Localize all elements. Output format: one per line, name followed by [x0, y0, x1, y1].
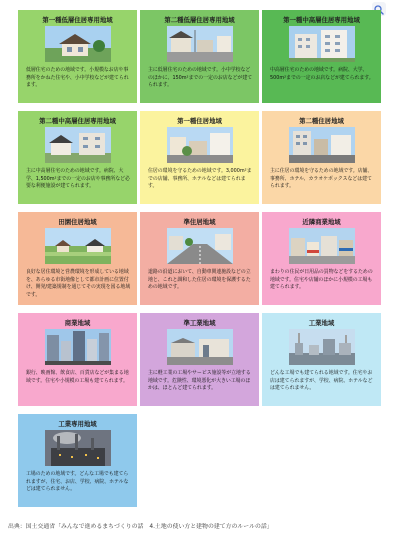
zone-card — [140, 313, 259, 406]
zone-photo — [167, 228, 233, 264]
zone-card — [18, 212, 137, 305]
zone-photo — [45, 127, 111, 163]
zone-photo — [45, 26, 111, 62]
zone-description: 住居の環境を守るための地域です。3,000m²までの店舗、事務所、ホテルなどは建てられます。 — [148, 168, 252, 190]
zone-description: 中高層住宅のための地域です。病院、大学、500m²までの一定のお店などが建てられます。 — [270, 67, 374, 81]
zone-photo — [289, 329, 355, 365]
zone-card — [262, 111, 381, 204]
zone-title: 準工業地域 — [183, 319, 216, 327]
zone-title: 第二種住居地域 — [299, 117, 344, 125]
zone-description: まわりの住民が日用品の買物などをするための地域です。住宅や店舗のほかに小規模の工場も建てられます。 — [270, 269, 373, 291]
zone-description: 低層住宅のための地域です。小規模なお店や事務所をかねた住宅や、小中学校などが建てられます。 — [26, 67, 129, 89]
zone-card — [262, 313, 381, 406]
zone-description: 主に軽工業の工場やサービス施設等が立地する地域です。危険性、環境悪化が大きい工場のほかは、ほとんど建てられます。 — [148, 370, 251, 392]
zone-description: 道路の沿道において、自動車関連施設などの立地と、これと調和した住居の環境を保護するための地域です。 — [148, 269, 251, 291]
source-caption: 出典：国土交通省「みんなで進めるまちづくりの話 4.土地の使い方と建物の建て方のルールの話」 — [8, 524, 273, 530]
zone-photo — [289, 26, 355, 62]
zone-title: 工業専用地域 — [58, 420, 97, 428]
zone-title: 商業地域 — [64, 319, 91, 327]
zone-photo — [167, 26, 233, 62]
zone-title: 第二種低層住居専用地域 — [164, 16, 235, 24]
zone-title: 第一種低層住居専用地域 — [42, 16, 113, 24]
zone-title: 近隣商業地域 — [302, 218, 341, 226]
zone-description: 主に住居の環境を守るための地域です。店舗、事務所、ホテル、カラオケボックスなどは建てられます。 — [270, 168, 373, 190]
zone-title: 第一種住居地域 — [177, 117, 222, 125]
zone-card — [262, 10, 381, 103]
zone-title: 第二種中高層住居専用地域 — [39, 117, 116, 125]
zone-description: 良好な居住環境と営農環境を形成している地域を、あらゆる市街地像として都市計画に位置付け、開発/建築規制を通じてその実現を図る地域です。 — [26, 269, 131, 298]
zone-title: 工業地域 — [308, 319, 335, 327]
zone-photo — [167, 329, 233, 365]
zone-description: どんな工場でも建てられる地域です。住宅やお店は建てられますが、学校、病院、ホテルなどは建てられません。 — [270, 370, 373, 392]
zone-photo — [289, 228, 355, 264]
zone-title: 第一種中高層住居専用地域 — [283, 16, 360, 24]
zone-photo — [45, 228, 111, 264]
zone-description: 銀行、映画館、飲食店、百貨店などが集まる地域です。住宅や小規模の工場も建てられます。 — [26, 370, 129, 384]
zone-photo — [45, 329, 111, 365]
zone-title: 準住居地域 — [183, 218, 216, 226]
zone-card — [140, 10, 259, 103]
zone-description: 主に低層住宅のための地域です。小中学校などのほかに、150m²までの一定のお店などが建てられます。 — [148, 67, 253, 89]
zone-card — [140, 212, 259, 305]
zone-card — [18, 313, 137, 406]
zone-photo — [45, 430, 111, 466]
zoning-grid — [18, 10, 381, 507]
zone-title: 田園住居地域 — [58, 218, 97, 226]
zone-photo — [167, 127, 233, 163]
zone-card — [262, 212, 381, 305]
zone-card — [140, 111, 259, 204]
zone-photo — [289, 127, 355, 163]
zone-description: 主に中高層住宅のための地域です。病院、大学、1,500m²までの一定のお店や事務所など必要な利便施設が建てられます。 — [26, 168, 130, 190]
zone-card — [18, 111, 137, 204]
zone-card — [18, 414, 137, 507]
zone-description: 工場のための地域です。どんな工場でも建てられますが、住宅、お店、学校、病院、ホテルなどは建てられません。 — [26, 471, 129, 493]
zone-card — [18, 10, 137, 103]
